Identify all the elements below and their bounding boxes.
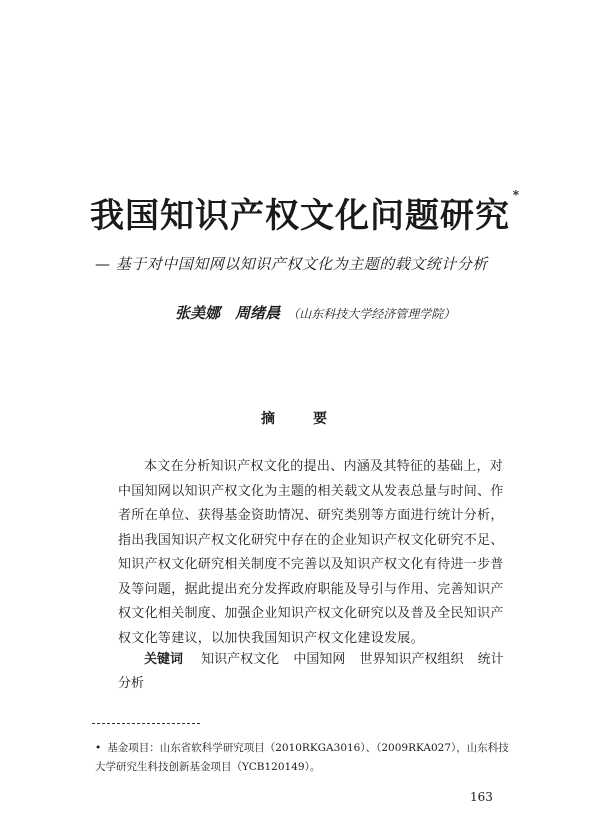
abstract-line: 权文化相关制度、加强企业知识产权文化研究以及普及全民知识产 (118, 606, 504, 621)
abstract-line: 中国知网以知识产权文化为主题的相关载文从发表总量与时间、作 (118, 483, 504, 499)
abstract-line: 者所在单位、获得基金资助情况、研究类别等方面进行统计分析， (118, 508, 504, 523)
footnote-divider (92, 723, 200, 725)
title-block (0, 188, 600, 237)
abstract-line: 本文在分析知识产权文化的提出、内涵及其特征的基础上，对 (144, 459, 504, 474)
abstract-heading: 摘 要 (261, 411, 339, 427)
paper-title (90, 188, 520, 237)
footnote (95, 739, 525, 777)
author-affiliation: （山东科技大学经济管理学院） (287, 307, 456, 321)
page-number: 163 (470, 790, 493, 804)
author-line (175, 302, 535, 323)
author-names: 张美娜 周绪晨 (175, 304, 281, 322)
footnote-line: 大学研究生科技创新基金项目（YCB120149）。 (95, 761, 321, 773)
keyword-item: 统计 (477, 652, 504, 667)
paper-title-text: 我国知识产权文化问题研究 (90, 196, 510, 236)
keyword-item: 世界知识产权组织 (359, 652, 464, 667)
paper-subtitle: — 基于对中国知网以知识产权文化为主题的载文统计分析 (95, 255, 488, 273)
abstract-body (118, 455, 520, 651)
footnote-bullet: • (95, 742, 102, 754)
keyword-item: 中国知网 (293, 652, 346, 667)
keywords-label: 关键词 (144, 652, 184, 667)
abstract-line: 知识产权文化研究相关制度不完善以及知识产权文化有待进一步普 (118, 557, 504, 572)
abstract-line: 及等问题，据此提出充分发挥政府职能及导引与作用、完善知识产 (118, 581, 504, 597)
keyword-item: 知识产权文化 (201, 652, 280, 667)
title-footnote-marker: * (512, 188, 520, 202)
keywords-block (118, 648, 520, 696)
footnote-line: 基金项目：山东省软科学研究项目（2010RKGA3016）、（2009RKA027），山东科技 (107, 742, 509, 754)
keywords-continuation: 分析 (118, 676, 145, 691)
abstract-line: 指出我国知识产权文化研究中存在的企业知识产权文化研究不足、 (118, 532, 504, 548)
abstract-line: 权文化等建议，以加快我国知识产权文化建设发展。 (118, 630, 424, 646)
